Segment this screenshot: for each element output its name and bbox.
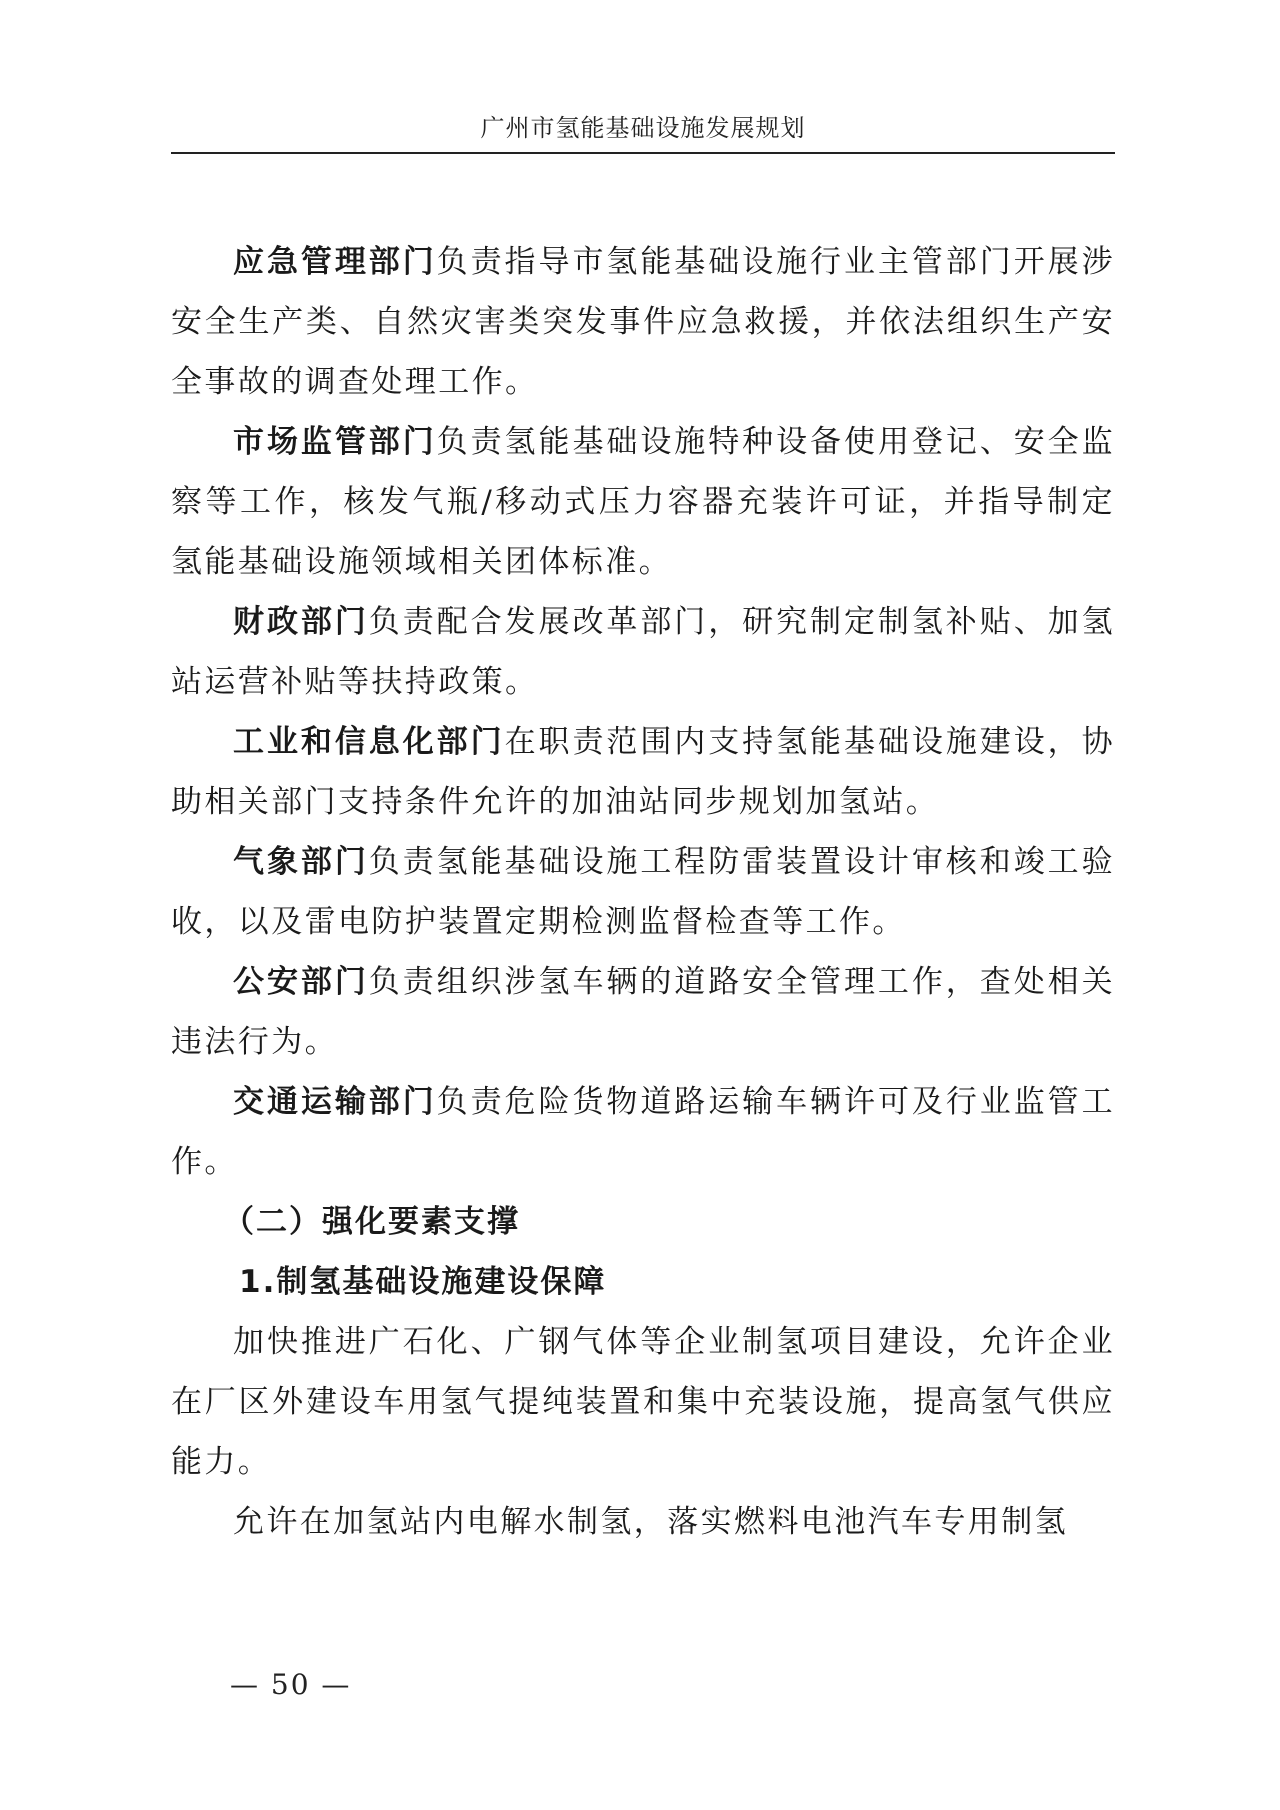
paragraph-lead: 交通运输部门 [233, 1084, 437, 1120]
paragraph-lead: 市场监管部门 [233, 424, 437, 460]
paragraph-text: 在职责范围内支持氢能基础设施建设，协助相关部门支持条件允许的加油站同步规划加氢站。 [171, 724, 1116, 820]
paragraph-text: 负责指导市氢能基础设施行业主管部门开展涉安全生产类、自然灾害类突发事件应急救援，并依法组织生产安全事故的调查处理工作。 [171, 244, 1116, 400]
paragraph-lead: 公安部门 [233, 964, 369, 1000]
page-number: — 50 — [230, 1668, 352, 1701]
paragraph-lead: 气象部门 [233, 844, 369, 880]
paragraph-lead: 工业和信息化部门 [233, 724, 505, 760]
header-rule [171, 152, 1115, 154]
paragraph-industry-it [171, 712, 1115, 832]
paragraph-text: 负责组织涉氢车辆的道路安全管理工作，查处相关违法行为。 [171, 964, 1115, 1060]
paragraph-text: 负责危险货物道路运输车辆许可及行业监管工作。 [171, 1084, 1116, 1180]
document-body [171, 232, 1115, 1552]
paragraph-transport [171, 1072, 1115, 1192]
section-heading: （二）强化要素支撑 [223, 1204, 520, 1240]
paragraph-emergency-management [171, 232, 1115, 412]
paragraph-text: 负责配合发展改革部门，研究制定制氢补贴、加氢站运营补贴等扶持政策。 [171, 604, 1115, 700]
body-paragraph: 加快推进广石化、广钢气体等企业制氢项目建设，允许企业在厂区外建设车用氢气提纯装置和集中充装设施，提高氢气供应能力。 [171, 1324, 1115, 1480]
paragraph-meteorology [171, 832, 1115, 952]
paragraph-market-supervision [171, 412, 1115, 592]
paragraph-lead: 应急管理部门 [233, 244, 437, 280]
paragraph-text: 负责氢能基础设施工程防雷装置设计审核和竣工验收，以及雷电防护装置定期检测监督检查等工作。 [171, 844, 1115, 940]
sub-heading: 1.制氢基础设施建设保障 [239, 1264, 607, 1300]
paragraph-lead: 财政部门 [233, 604, 369, 640]
body-paragraph: 允许在加氢站内电解水制氢，落实燃料电池汽车专用制氢 [233, 1504, 1068, 1540]
running-header: 广州市氢能基础设施发展规划 [480, 114, 806, 142]
paragraph-text: 负责氢能基础设施特种设备使用登记、安全监察等工作，核发气瓶/移动式压力容器充装许可证，并指导制定氢能基础设施领域相关团体标准。 [171, 424, 1116, 580]
paragraph-public-security [171, 952, 1115, 1072]
paragraph-finance [171, 592, 1115, 712]
